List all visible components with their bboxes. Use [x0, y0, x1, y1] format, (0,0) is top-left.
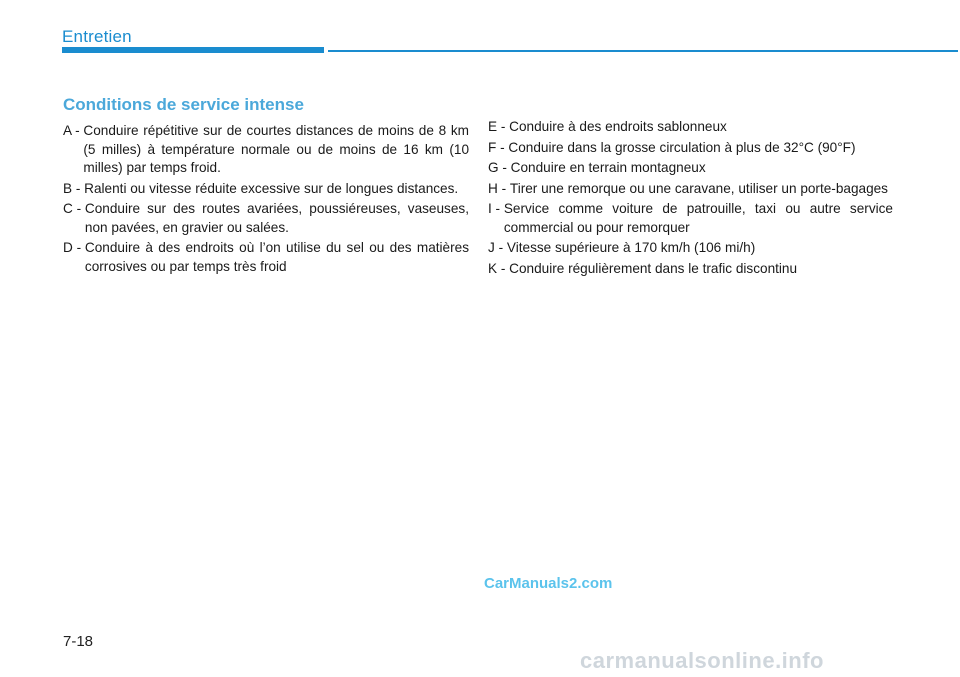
item-text: Service comme voiture de patrouille, taxi ou autre service commercial ou pour remorquer — [503, 201, 893, 235]
item-text: Conduire sur des routes avariées, poussiéreuses, vaseuses, non pavées, en gravier ou salées. — [84, 201, 469, 235]
item-letter: K - — [488, 260, 510, 276]
list-item — [488, 118, 893, 137]
item-text: Vitesse supérieure à 170 km/h (106 mi/h) — [506, 240, 756, 255]
item-letter: I - — [488, 201, 504, 216]
list-item — [488, 139, 893, 158]
item-letter: G - — [488, 160, 511, 175]
item-text: Conduire dans la grosse circulation à plus de 32°C (90°F) — [508, 139, 856, 155]
header-rule-thin — [328, 50, 958, 52]
site-watermark: carmanualsonline.info — [580, 648, 824, 673]
list-item — [488, 180, 893, 199]
header-rule-thick — [62, 47, 324, 53]
item-letter: F - — [488, 139, 509, 155]
item-letter: J - — [488, 240, 507, 255]
right-column — [488, 118, 893, 280]
item-letter: E - — [488, 119, 510, 134]
item-text: Conduire à des endroits où l’on utilise du sel ou des matières corrosives ou par temps très froid — [84, 240, 469, 274]
page-heading: Conditions de service intense — [63, 95, 304, 114]
left-column — [63, 122, 469, 278]
list-item — [63, 200, 469, 237]
item-text: Conduire en terrain montagneux — [510, 160, 706, 175]
list-item — [63, 180, 469, 199]
item-text: Tirer une remorque ou une caravane, utiliser un porte-bagages — [509, 180, 888, 196]
item-letter: H - — [488, 180, 510, 196]
item-letter: B - — [63, 180, 85, 196]
item-text: Conduire régulièrement dans le trafic discontinu — [509, 260, 798, 276]
list-item — [488, 159, 893, 178]
item-text: Ralenti ou vitesse réduite excessive sur de longues distances. — [84, 180, 459, 196]
list-item — [63, 122, 469, 178]
list-item — [488, 260, 893, 279]
list-item — [63, 239, 469, 276]
item-text: Conduire répétitive sur de courtes distances de moins de 8 km (5 milles) à température normale ou de moins de 16 km (10 milles) par temps froid. — [83, 123, 469, 175]
item-letter: A - — [63, 123, 84, 138]
item-letter: C - — [63, 201, 85, 216]
item-letter: D - — [63, 240, 85, 255]
page-number: 7-18 — [63, 633, 94, 650]
list-item — [488, 239, 893, 258]
section-title: Entretien — [62, 27, 132, 46]
list-item — [488, 200, 893, 237]
watermark-link[interactable]: CarManuals2.com — [484, 575, 613, 592]
item-text: Conduire à des endroits sablonneux — [509, 119, 727, 134]
